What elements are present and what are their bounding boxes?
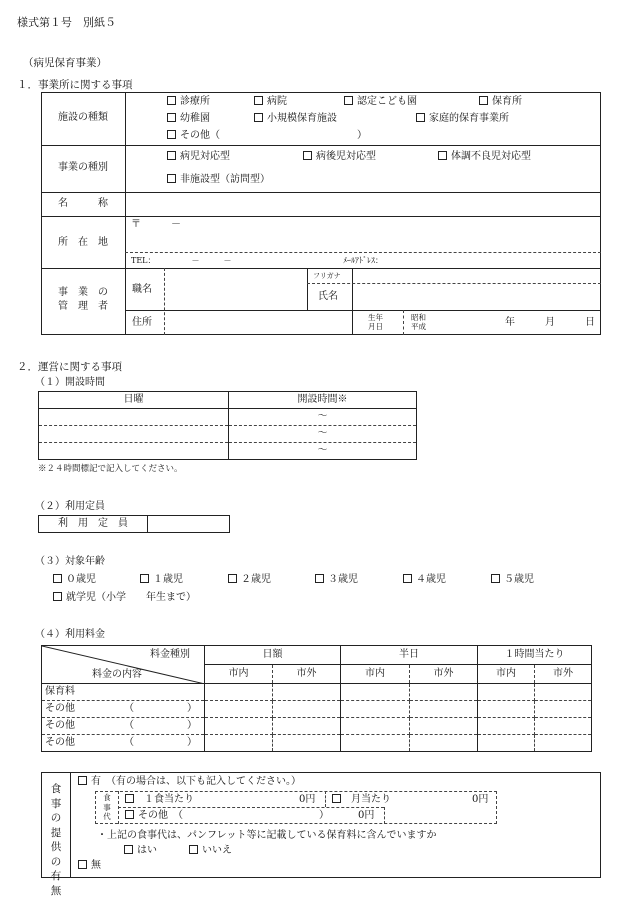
fee-cell[interactable] xyxy=(535,701,592,718)
fee-cell[interactable] xyxy=(273,701,341,718)
fees-table xyxy=(41,645,592,752)
age-option-0[interactable]: ０歳児 xyxy=(53,574,96,586)
checkbox[interactable] xyxy=(140,574,149,583)
fee-cell[interactable] xyxy=(535,735,592,752)
fees-header-corner xyxy=(42,646,205,684)
table-row xyxy=(42,735,592,752)
fees-row-label: 保育料 xyxy=(42,684,205,701)
checkbox[interactable] xyxy=(416,113,425,122)
checkbox[interactable] xyxy=(228,574,237,583)
business-option-homon[interactable]: 非施設型（訪問型） xyxy=(167,174,270,186)
business-type-label: 事業の種別 xyxy=(58,162,108,173)
age-option-3[interactable]: ３歳児 xyxy=(315,574,358,586)
table-row xyxy=(42,684,592,701)
form-id: 様式第１号 別紙５ xyxy=(17,16,116,29)
checkbox[interactable] xyxy=(332,794,341,803)
fees-col-daily: 日額 xyxy=(205,646,341,665)
capacity-table xyxy=(38,515,230,533)
facility-option-small[interactable]: 小規模保育施設 xyxy=(254,113,337,125)
fee-cell[interactable] xyxy=(410,718,478,735)
fee-cell[interactable] xyxy=(410,684,478,701)
fee-cell[interactable] xyxy=(273,718,341,735)
fee-cell[interactable] xyxy=(205,684,273,701)
checkbox[interactable] xyxy=(491,574,500,583)
fee-cell[interactable] xyxy=(341,718,410,735)
fees-col-half: 半日 xyxy=(341,646,478,665)
fees-col-hourly: １時間当たり xyxy=(478,646,592,665)
age-option-4[interactable]: ４歳児 xyxy=(403,574,446,586)
checkbox[interactable] xyxy=(167,96,176,105)
fee-cell[interactable] xyxy=(205,735,273,752)
fee-cell[interactable] xyxy=(341,735,410,752)
hours-note: ※２４時間標記で記入してください。 xyxy=(38,464,183,474)
person-name-label: 氏名 xyxy=(318,291,338,302)
postal-code-field[interactable]: 〒 － xyxy=(131,219,181,230)
tel-field[interactable]: TEL： － － xyxy=(131,256,232,265)
meals-yes-option[interactable]: 有 （有の場合は、以下も記入してください。） xyxy=(78,776,301,788)
fees-row-label: その他 （ ） xyxy=(42,735,205,752)
hours-table xyxy=(38,391,417,460)
checkbox[interactable] xyxy=(124,845,133,854)
facility-option-hospital[interactable]: 病院 xyxy=(254,96,287,108)
meals-label: 食事の提供の有無 xyxy=(50,783,62,897)
fee-cell[interactable] xyxy=(535,718,592,735)
facility-option-katei[interactable]: 家庭的保育事業所 xyxy=(416,113,509,125)
table-row xyxy=(42,718,592,735)
business-option-taicho[interactable]: 体調不良児対応型 xyxy=(438,151,531,163)
age-option-1[interactable]: １歳児 xyxy=(140,574,183,586)
fee-cell[interactable] xyxy=(341,684,410,701)
checkbox[interactable] xyxy=(167,151,176,160)
checkbox[interactable] xyxy=(315,574,324,583)
checkbox[interactable] xyxy=(167,113,176,122)
fee-cell[interactable] xyxy=(273,684,341,701)
fees-row-label: その他 （ ） xyxy=(42,701,205,718)
address-label: 所 在 地 xyxy=(58,237,108,248)
facility-option-nintei[interactable]: 認定こども園 xyxy=(344,96,417,108)
checkbox[interactable] xyxy=(189,845,198,854)
facility-option-yochien[interactable]: 幼稚園 xyxy=(167,113,210,125)
fees-subcol-out: 市外 xyxy=(535,665,592,684)
meal-other-amount[interactable]: 0円 xyxy=(358,810,375,821)
fee-cell[interactable] xyxy=(478,718,535,735)
checkbox[interactable] xyxy=(303,151,312,160)
table-row xyxy=(42,701,592,718)
facility-option-hoikusho[interactable]: 保育所 xyxy=(479,96,522,108)
fee-cell[interactable] xyxy=(478,701,535,718)
era-heisei: 平成 xyxy=(411,322,426,331)
dob-label-1: 生年 xyxy=(368,313,383,322)
fee-cell[interactable] xyxy=(410,701,478,718)
meal-per-meal-amount[interactable]: 0円 xyxy=(299,794,316,805)
fee-cell[interactable] xyxy=(478,684,535,701)
capacity-value-cell[interactable] xyxy=(148,516,230,533)
meal-other-option[interactable]: その他 （ xyxy=(125,810,183,822)
facility-other-close: ） xyxy=(357,130,367,141)
meal-answer-yes[interactable]: はい xyxy=(124,845,157,857)
age-option-school[interactable]: 就学児（小学 年生まで） xyxy=(53,592,196,604)
hours-range-cell[interactable]: ～ xyxy=(229,426,417,443)
hours-title: （１）開設時間 xyxy=(35,377,105,388)
capacity-label: 利 用 定 員 xyxy=(39,516,148,533)
meal-monthly-option[interactable]: 月当たり xyxy=(332,794,391,806)
fees-subcol-in: 市内 xyxy=(478,665,535,684)
checkbox[interactable] xyxy=(403,574,412,583)
age-title: （３）対象年齢 xyxy=(35,556,105,567)
checkbox[interactable] xyxy=(344,96,353,105)
fees-header-type: 料金種別 xyxy=(150,649,190,660)
fee-cell[interactable] xyxy=(478,735,535,752)
capacity-title: （２）利用定員 xyxy=(35,501,105,512)
date-units: 年 月 日 xyxy=(505,317,595,328)
hours-col-day: 日曜 xyxy=(39,392,229,409)
checkbox[interactable] xyxy=(125,794,134,803)
residence-label: 住所 xyxy=(132,317,152,328)
position-label: 職名 xyxy=(132,284,152,295)
hours-day-cell[interactable] xyxy=(39,443,229,460)
meal-monthly-amount[interactable]: 0円 xyxy=(472,794,489,805)
era-showa: 昭和 xyxy=(411,313,426,322)
fee-cell[interactable] xyxy=(535,684,592,701)
hours-col-hours: 開設時間※ xyxy=(229,392,417,409)
checkbox[interactable] xyxy=(78,860,87,869)
name-label: 名 称 xyxy=(58,198,108,209)
business-option-byoji[interactable]: 病児対応型 xyxy=(167,151,230,163)
checkbox[interactable] xyxy=(167,130,176,139)
business-option-byogoji[interactable]: 病後児対応型 xyxy=(303,151,376,163)
meals-no-option[interactable]: 無 xyxy=(78,860,101,872)
hours-range-cell[interactable]: ～ xyxy=(229,443,417,460)
section1-title: １．事業所に関する事項 xyxy=(17,79,133,91)
fee-cell[interactable] xyxy=(410,735,478,752)
fees-row-label: その他 （ ） xyxy=(42,718,205,735)
fee-cell[interactable] xyxy=(273,735,341,752)
checkbox[interactable] xyxy=(254,113,263,122)
checkbox[interactable] xyxy=(438,151,447,160)
email-field[interactable]: ﾒｰﾙｱﾄﾞﾚｽ： xyxy=(343,256,383,265)
hours-range-cell[interactable]: ～ xyxy=(229,409,417,426)
meal-fee-label: 食事代 xyxy=(103,793,111,821)
meal-per-meal-option[interactable]: １食当たり xyxy=(125,794,194,806)
checkbox[interactable] xyxy=(125,810,134,819)
fees-subcol-in: 市内 xyxy=(205,665,273,684)
checkbox[interactable] xyxy=(479,96,488,105)
section2-title: ２．運営に関する事項 xyxy=(17,361,122,373)
facility-type-label: 施設の種類 xyxy=(58,112,108,123)
hours-day-cell[interactable] xyxy=(39,409,229,426)
checkbox[interactable] xyxy=(53,574,62,583)
dob-label-2: 月日 xyxy=(368,322,383,331)
fees-subcol-out: 市外 xyxy=(273,665,341,684)
fees-header-content: 料金の内容 xyxy=(92,669,142,680)
category-label: （病児保育事業） xyxy=(23,57,107,69)
manager-label-2: 管 理 者 xyxy=(58,301,108,312)
facility-option-other[interactable]: その他（ xyxy=(167,130,220,142)
checkbox[interactable] xyxy=(53,592,62,601)
age-option-2[interactable]: ２歳児 xyxy=(228,574,271,586)
checkbox[interactable] xyxy=(167,174,176,183)
fee-cell[interactable] xyxy=(205,701,273,718)
age-option-5[interactable]: ５歳児 xyxy=(491,574,534,586)
manager-label-1: 事 業 の xyxy=(58,287,108,298)
facility-option-clinic[interactable]: 診療所 xyxy=(167,96,210,108)
meal-answer-no[interactable]: いいえ xyxy=(189,845,232,857)
meal-question: ・上記の食事代は、パンフレット等に記載している保育料に含んでいますか xyxy=(97,830,437,841)
fees-subcol-out: 市外 xyxy=(410,665,478,684)
fee-cell[interactable] xyxy=(205,718,273,735)
checkbox[interactable] xyxy=(254,96,263,105)
fees-subcol-in: 市内 xyxy=(341,665,410,684)
meal-other-close: ） xyxy=(319,810,329,821)
fees-title: （４）利用料金 xyxy=(35,629,105,640)
furigana-label: フリガナ xyxy=(313,272,341,280)
fee-cell[interactable] xyxy=(341,701,410,718)
checkbox[interactable] xyxy=(78,776,87,785)
hours-day-cell[interactable] xyxy=(39,426,229,443)
